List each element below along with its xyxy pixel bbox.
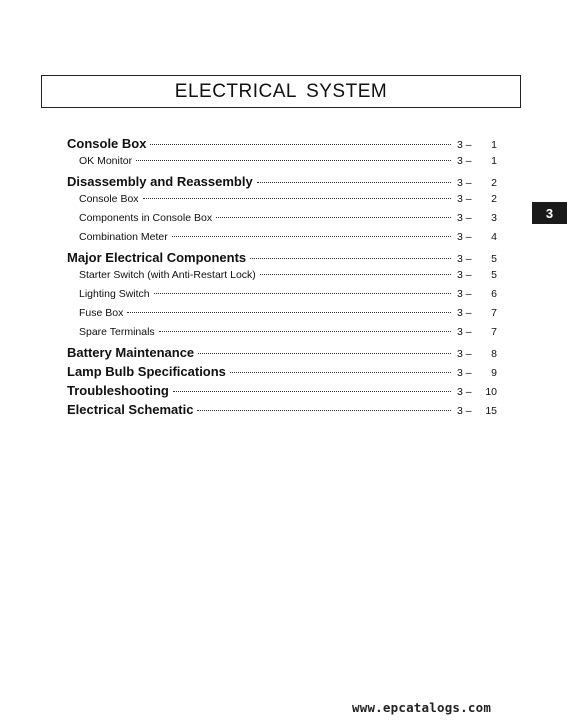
- toc-chapter-prefix: 3 –: [457, 231, 472, 243]
- toc-chapter-prefix: 3 –: [457, 253, 472, 265]
- toc-chapter-prefix: 3 –: [457, 326, 472, 338]
- toc-dot-leader: [150, 144, 451, 145]
- toc-entry-label: Console Box: [79, 193, 139, 205]
- toc-dot-leader: [143, 198, 451, 199]
- toc-page-number: 5: [491, 269, 497, 281]
- toc-page-number: 3: [491, 212, 497, 224]
- toc-page-ref: [457, 326, 497, 338]
- toc-page-number: 15: [485, 405, 497, 417]
- toc-chapter-prefix: 3 –: [457, 386, 472, 398]
- toc-page-ref: [457, 405, 497, 417]
- toc-chapter-prefix: 3 –: [457, 193, 472, 205]
- toc-entry-label: Fuse Box: [79, 307, 124, 319]
- toc-entry-label: Major Electrical Components: [67, 250, 247, 265]
- toc-subsection-entry[interactable]: [67, 212, 497, 231]
- toc-page-ref: [457, 139, 497, 151]
- toc-entry-label: Lamp Bulb Specifications: [67, 364, 226, 379]
- toc-page-number: 7: [491, 307, 497, 319]
- toc-section-entry[interactable]: [67, 345, 497, 364]
- watermark-text: www.epcatalogs.com: [352, 700, 492, 715]
- toc-subsection-entry[interactable]: [67, 193, 497, 212]
- toc-page-number: 1: [491, 139, 497, 151]
- toc-dot-leader: [159, 331, 451, 332]
- toc-entry-label: Spare Terminals: [79, 326, 155, 338]
- toc-chapter-prefix: 3 –: [457, 405, 472, 417]
- toc-page-ref: [457, 348, 497, 360]
- toc-page-number: 2: [491, 193, 497, 205]
- toc-dot-leader: [154, 293, 451, 294]
- toc-page-number: 8: [491, 348, 497, 360]
- toc-page-number: 7: [491, 326, 497, 338]
- toc-page-ref: [457, 386, 497, 398]
- toc-entry-label: Console Box: [67, 136, 147, 151]
- toc-chapter-prefix: 3 –: [457, 288, 472, 300]
- toc-dot-leader: [172, 236, 451, 237]
- toc-chapter-prefix: 3 –: [457, 139, 472, 151]
- toc-entry-label: Troubleshooting: [67, 383, 169, 398]
- toc-page-ref: [457, 155, 497, 167]
- toc-page-number: 10: [485, 386, 497, 398]
- toc-page-number: 5: [491, 253, 497, 265]
- toc-entry-label: Combination Meter: [79, 231, 168, 243]
- toc-entry-label: Starter Switch (with Anti-Restart Lock): [79, 269, 256, 281]
- toc-entry-label: OK Monitor: [79, 155, 133, 167]
- toc-chapter-prefix: 3 –: [457, 269, 472, 281]
- toc-entry-label: Components in Console Box: [79, 212, 213, 224]
- toc-page-number: 4: [491, 231, 497, 243]
- toc-page-ref: [457, 193, 497, 205]
- toc-page-number: 6: [491, 288, 497, 300]
- toc-page-number: 2: [491, 177, 497, 189]
- toc-chapter-prefix: 3 –: [457, 367, 472, 379]
- table-of-contents: [67, 136, 497, 421]
- toc-subsection-entry[interactable]: [67, 288, 497, 307]
- toc-chapter-prefix: 3 –: [457, 177, 472, 189]
- toc-section-entry[interactable]: [67, 383, 497, 402]
- toc-section-entry[interactable]: [67, 174, 497, 193]
- toc-subsection-entry[interactable]: [67, 155, 497, 174]
- toc-page-ref: [457, 307, 497, 319]
- toc-entry-label: Lighting Switch: [79, 288, 150, 300]
- toc-dot-leader: [173, 391, 451, 392]
- toc-dot-leader: [197, 410, 451, 411]
- toc-dot-leader: [216, 217, 451, 218]
- toc-chapter-prefix: 3 –: [457, 155, 472, 167]
- toc-subsection-entry[interactable]: [67, 269, 497, 288]
- toc-entry-label: Disassembly and Reassembly: [67, 174, 253, 189]
- toc-dot-leader: [230, 372, 451, 373]
- toc-page-ref: [457, 288, 497, 300]
- toc-page-number: 9: [491, 367, 497, 379]
- toc-page-ref: [457, 177, 497, 189]
- toc-dot-leader: [127, 312, 451, 313]
- chapter-tab-marker: 3: [532, 202, 567, 224]
- toc-entry-label: Battery Maintenance: [67, 345, 195, 360]
- toc-page-ref: [457, 231, 497, 243]
- toc-dot-leader: [136, 160, 451, 161]
- title-box: [41, 75, 521, 108]
- toc-section-entry[interactable]: [67, 402, 497, 421]
- toc-subsection-entry[interactable]: [67, 326, 497, 345]
- toc-chapter-prefix: 3 –: [457, 212, 472, 224]
- toc-subsection-entry[interactable]: [67, 307, 497, 326]
- toc-page-ref: [457, 269, 497, 281]
- toc-chapter-prefix: 3 –: [457, 348, 472, 360]
- toc-entry-label: Electrical Schematic: [67, 402, 194, 417]
- toc-subsection-entry[interactable]: [67, 231, 497, 250]
- toc-dot-leader: [250, 258, 451, 259]
- toc-section-entry[interactable]: [67, 364, 497, 383]
- toc-dot-leader: [257, 182, 451, 183]
- toc-page-ref: [457, 253, 497, 265]
- page-title: ELECTRICAL SYSTEM: [174, 80, 388, 102]
- toc-page-number: 1: [491, 155, 497, 167]
- toc-dot-leader: [260, 274, 451, 275]
- toc-section-entry[interactable]: [67, 136, 497, 155]
- toc-page-ref: [457, 212, 497, 224]
- toc-page-ref: [457, 367, 497, 379]
- toc-section-entry[interactable]: [67, 250, 497, 269]
- toc-dot-leader: [198, 353, 451, 354]
- toc-chapter-prefix: 3 –: [457, 307, 472, 319]
